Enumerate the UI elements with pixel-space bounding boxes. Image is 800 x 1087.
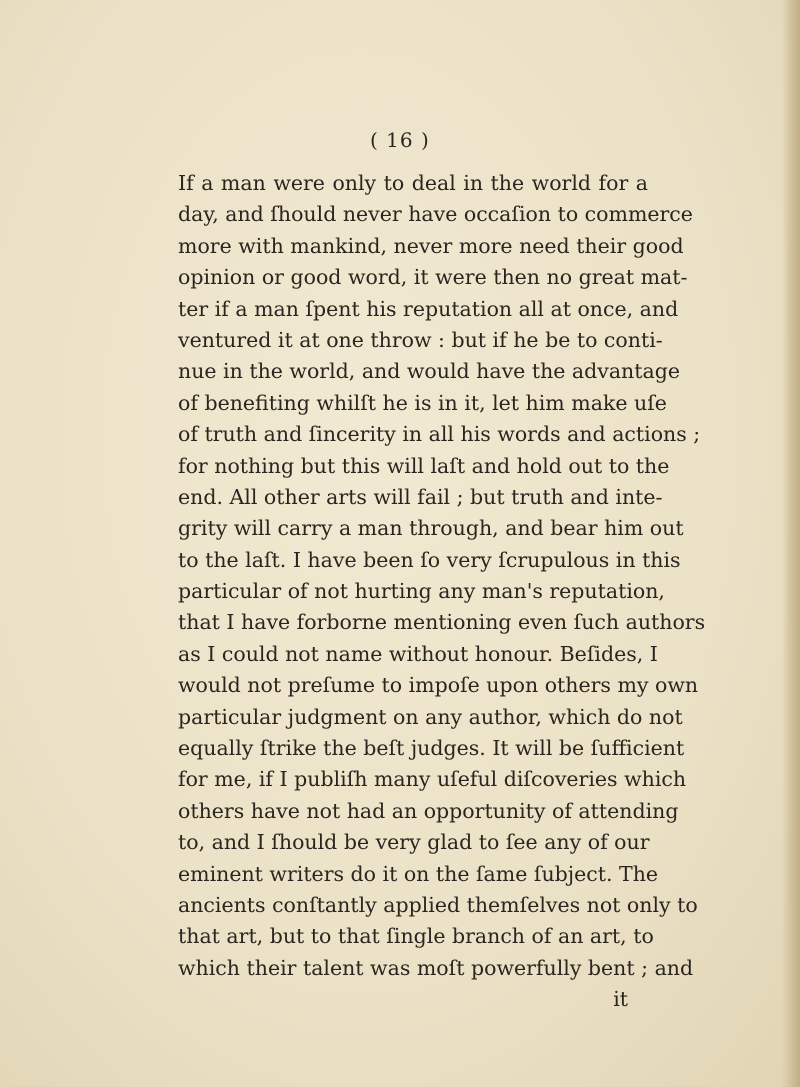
- text-line: grity will carry a man through, and bear him out: [178, 516, 684, 541]
- text-line: particular judgment on any author, which do not: [178, 704, 683, 729]
- text-line: others have not had an opportunity of attending: [178, 798, 679, 823]
- text-line: to, and I ſhould be very glad to ſee any of our: [178, 830, 650, 855]
- text-line: day, and ſhould never have occaſion to commerce: [178, 202, 693, 227]
- text-line: which their talent was moſt powerfully bent ; and: [178, 955, 694, 980]
- text-line: to the laſt. I have been ſo very ſcrupulous in this: [178, 547, 681, 572]
- text-line: nue in the world, and would have the advantage: [178, 359, 680, 384]
- text-line: If a man were only to deal in the world for a: [178, 171, 648, 195]
- text-line: end. All other arts will fail ; but truth and inte-: [178, 484, 663, 509]
- text-line: as I could not name without honour. Beſides, I: [178, 641, 658, 666]
- text-line: eminent writers do it on the ſame ſubject. The: [178, 861, 659, 886]
- text-line: equally ſtrike the beſt judges. It will be ſufficient: [178, 736, 685, 761]
- catchword: it: [613, 987, 628, 1012]
- text-line: of truth and ſincerity in all his words and actions ;: [178, 422, 701, 447]
- text-line: ancients conſtantly applied themſelves not only to: [178, 892, 698, 917]
- text-line: that art, but to that ſingle branch of an art, to: [178, 924, 654, 949]
- text-line: of benefiting whilſt he is in it, let him make uſe: [178, 390, 667, 415]
- text-line: for nothing but this will laſt and hold out to the: [178, 453, 670, 478]
- text-line: would not preſume to impoſe upon others my own: [178, 673, 699, 698]
- text-line: opinion or good word, it were then no great mat-: [178, 265, 688, 290]
- text-line: more with mankind, never more need their good: [178, 233, 684, 258]
- text-line: ventured it at one throw : but if he be to conti-: [178, 327, 663, 352]
- text-line: ter if a man ſpent his reputation all at once, and: [178, 296, 679, 321]
- page-number: ( 16 ): [370, 128, 430, 152]
- body-text: [178, 168, 706, 1016]
- page-edge: [782, 0, 800, 1087]
- text-line: for me, if I publiſh many uſeful diſcoveries which: [178, 767, 687, 792]
- text-line: that I have forborne mentioning even ſuch authors: [178, 610, 706, 635]
- text-line: particular of not hurting any man's reputation,: [178, 579, 665, 604]
